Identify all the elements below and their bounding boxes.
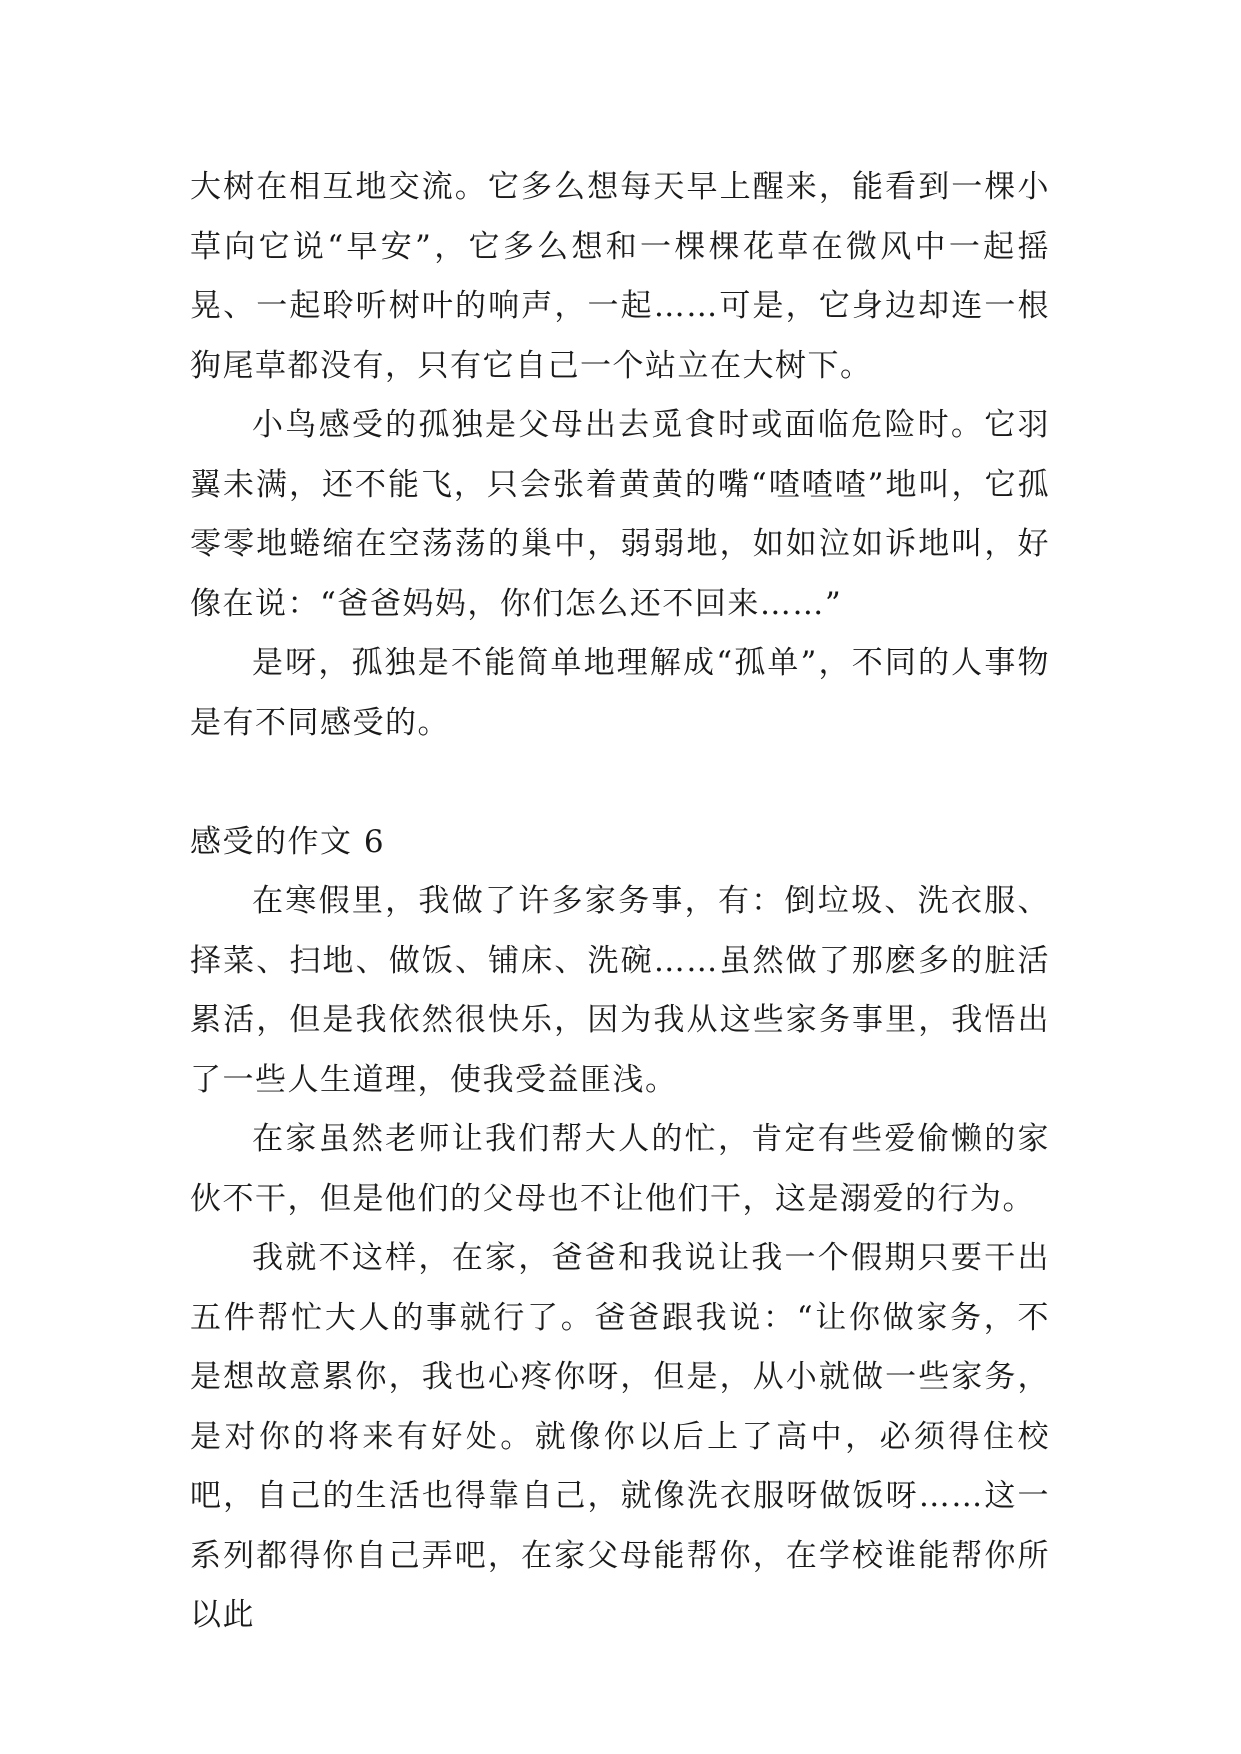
paragraph-continued: 大树在相互地交流。它多么想每天早上醒来，能看到一棵小草向它说“早安”，它多么想和一棵棵花草在微风中一起摇晃、一起聆听树叶的响声，一起……可是，它身边却连一根狗尾草都没有，只有它自己一个站立在大树下。 [190, 169, 1050, 384]
paragraph: 我就不这样，在家，爸爸和我说让我一个假期只要干出五件帮忙大人的事就行了。爸爸跟我说：“让你做家务，不是想故意累你，我也心疼你呀，但是，从小就做一些家务，是对你的将来有好处。就像你以后上了高中，必须得住校吧，自己的生活也得靠自己，就像洗衣服呀做饭呀……这一系列都得你自己弄吧，在家父母能帮你，在学校谁能帮你所以此 [190, 1240, 1050, 1633]
paragraph: 在寒假里，我做了许多家务事，有：倒垃圾、洗衣服、择菜、扫地、做饭、铺床、洗碗……虽然做了那麽多的脏活累活，但是我依然很快乐，因为我从这些家务事里，我悟出了一些人生道理，使我受益匪浅。 [190, 883, 1050, 1098]
paragraph: 是呀，孤独是不能简单地理解成“孤单”，不同的人事物是有不同感受的。 [190, 645, 1050, 741]
paragraph: 在家虽然老师让我们帮大人的忙，肯定有些爱偷懒的家伙不干，但是他们的父母也不让他们干，这是溺爱的行为。 [190, 1121, 1050, 1217]
section-heading: 感受的作文 6 [190, 823, 386, 860]
document-body [190, 158, 1050, 1646]
paragraph: 小鸟感受的孤独是父母出去觅食时或面临危险时。它羽翼未满，还不能飞，只会张着黄黄的嘴“喳喳喳”地叫，它孤零零地蜷缩在空荡荡的巢中，弱弱地，如如泣如诉地叫，好像在说：“爸爸妈妈，你们怎么还不回来……” [190, 407, 1050, 622]
